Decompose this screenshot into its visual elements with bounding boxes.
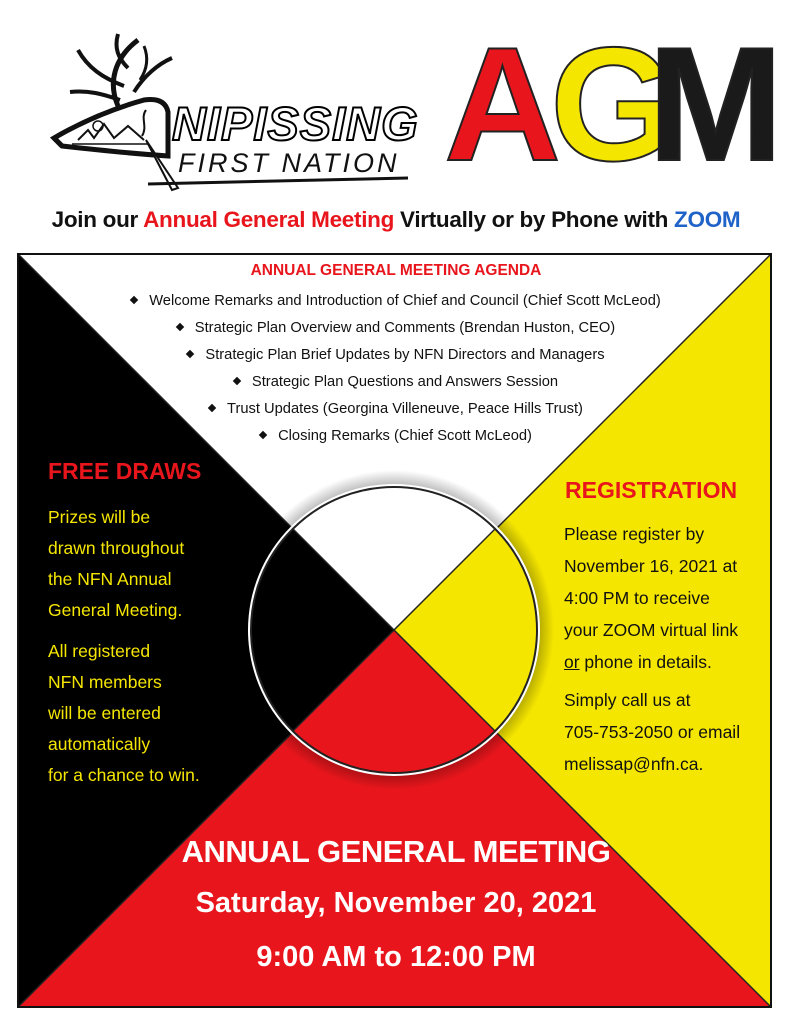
diamond-bullet-icon bbox=[176, 323, 184, 331]
diamond-bullet-icon bbox=[233, 377, 241, 385]
agenda-item-text: Closing Remarks (Chief Scott McLeod) bbox=[278, 428, 532, 444]
prize-line: General Meeting. bbox=[48, 600, 183, 620]
registration-text bbox=[564, 518, 738, 678]
agenda-item-text: Strategic Plan Questions and Answers Session bbox=[251, 374, 559, 390]
logo-name: NIPISSING bbox=[172, 97, 419, 150]
agenda-item-text: Welcome Remarks and Introduction of Chief and Council (Chief Scott McLeod) bbox=[149, 293, 661, 309]
agenda-item bbox=[0, 399, 792, 426]
agm-letter-g: G bbox=[550, 14, 671, 195]
meeting-date: Saturday, November 20, 2021 bbox=[195, 887, 597, 919]
tagline-part-3: Virtually or by Phone with bbox=[394, 207, 675, 232]
member-line: All registered bbox=[48, 641, 151, 661]
member-line: automatically bbox=[48, 734, 151, 754]
tagline-meeting-highlight: Annual General Meeting bbox=[143, 207, 395, 232]
nipissing-logo bbox=[48, 28, 433, 193]
logo-subtitle: FIRST NATION bbox=[178, 148, 400, 178]
free-draws-title: FREE DRAWS bbox=[48, 458, 202, 484]
contact-email: melissap@nfn.ca. bbox=[564, 754, 704, 774]
diamond-bullet-icon bbox=[208, 404, 216, 412]
member-line: for a chance to win. bbox=[48, 765, 200, 785]
contact-phone-line: 705-753-2050 or email bbox=[564, 722, 741, 742]
registration-line: November 16, 2021 at bbox=[564, 556, 738, 576]
meeting-title: ANNUAL GENERAL MEETING bbox=[181, 834, 611, 869]
registration-line: 4:00 PM to receive bbox=[564, 588, 710, 608]
contact-text bbox=[564, 684, 740, 780]
agenda-item bbox=[0, 291, 792, 318]
or-underlined: or bbox=[564, 652, 580, 672]
agenda-item bbox=[0, 345, 792, 372]
medicine-wheel-circle bbox=[251, 487, 537, 773]
registration-line-tail: phone in details. bbox=[579, 652, 712, 672]
registration-line bbox=[564, 646, 738, 678]
agm-letter-a: A bbox=[444, 14, 555, 195]
members-text bbox=[48, 636, 200, 791]
tagline-part-1: Join our bbox=[51, 207, 144, 232]
tagline bbox=[0, 207, 792, 233]
diamond-bullet-icon bbox=[259, 431, 267, 439]
registration-title: REGISTRATION bbox=[565, 477, 738, 503]
prize-line: the NFN Annual bbox=[48, 569, 172, 589]
agenda-item-text: Strategic Plan Overview and Comments (Brendan Huston, CEO) bbox=[194, 320, 616, 336]
agenda-title: ANNUAL GENERAL MEETING AGENDA bbox=[250, 262, 542, 279]
meeting-time: 9:00 AM to 12:00 PM bbox=[256, 941, 536, 973]
member-line: will be entered bbox=[48, 703, 161, 723]
registration-line: Please register by bbox=[564, 524, 705, 544]
agenda-list bbox=[0, 291, 792, 453]
diamond-bullet-icon bbox=[186, 350, 194, 358]
diamond-bullet-icon bbox=[130, 296, 138, 304]
tagline-zoom-highlight: ZOOM bbox=[674, 207, 741, 232]
agenda-item bbox=[0, 318, 792, 345]
registration-line: your ZOOM virtual link bbox=[564, 620, 739, 640]
prize-line: drawn throughout bbox=[48, 538, 185, 558]
agenda-item-text: Trust Updates (Georgina Villeneuve, Peace Hills Trust) bbox=[227, 401, 583, 417]
prize-text bbox=[48, 502, 184, 626]
member-line: NFN members bbox=[48, 672, 162, 692]
agenda-item bbox=[0, 372, 792, 399]
agm-letter-m: M bbox=[648, 14, 777, 195]
prize-line: Prizes will be bbox=[48, 507, 151, 527]
contact-line: Simply call us at bbox=[564, 690, 691, 710]
agenda-item bbox=[0, 426, 792, 453]
agenda-item-text: Strategic Plan Brief Updates by NFN Directors and Managers bbox=[205, 347, 605, 363]
